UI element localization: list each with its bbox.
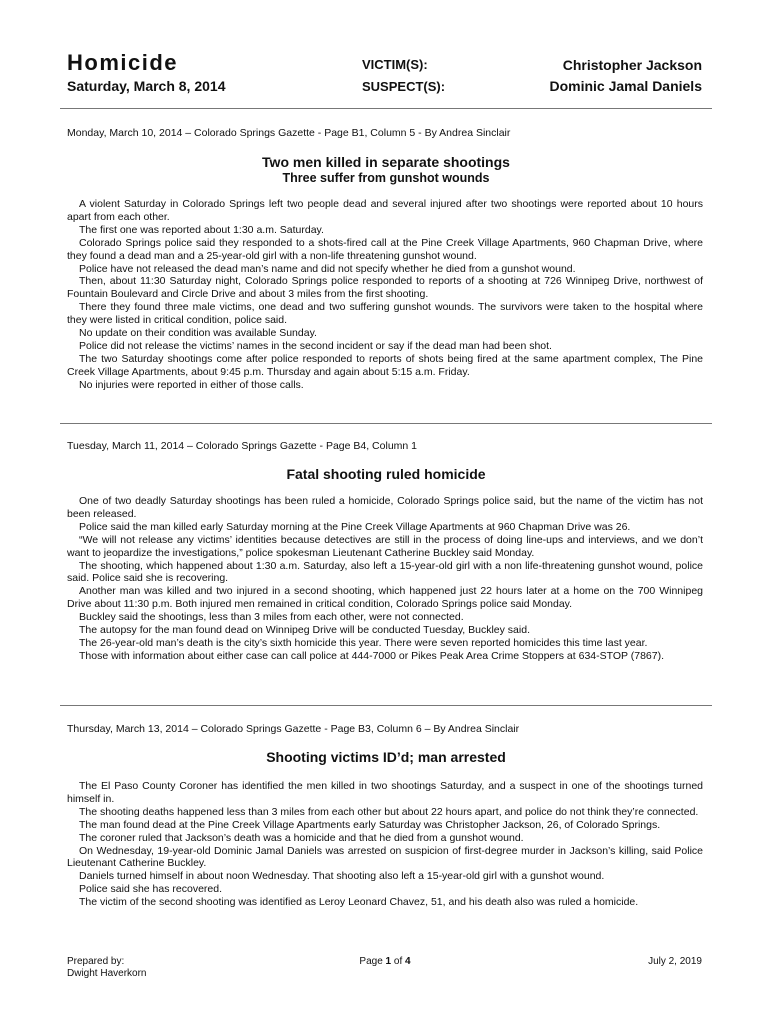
article-headline: Two men killed in separate shootings: [262, 154, 510, 170]
paragraph: Then, about 11:30 Saturday night, Colorado Springs police responded to reports of a shooting at 726 Winnipeg Drive, northwest of Fountain Boulevard and Circle Drive and about 3 miles from the first shooting.: [67, 275, 703, 301]
header-divider: [60, 108, 712, 109]
page-current: 1: [385, 956, 392, 967]
section-divider: [60, 705, 712, 706]
article-source: Tuesday, March 11, 2014 – Colorado Springs Gazette - Page B4, Column 1: [67, 440, 417, 452]
article-body: [67, 780, 703, 909]
paragraph: Colorado Springs police said they responded to a shots-fired call at the Pine Creek Village Apartments, 960 Chapman Drive, where they found a dead man and a 25-year-old girl with a non-life threatening gunshot wound.: [67, 236, 703, 262]
paragraph: The coroner ruled that Jackson’s death was a homicide and that he died from a gunshot wound.: [79, 831, 524, 844]
paragraph: Police said she has recovered.: [79, 883, 222, 896]
paragraph: The shooting deaths happened less than 3 miles from each other but about 22 hours apart, and police do not think they’re connected.: [79, 805, 699, 818]
paragraph: The man found dead at the Pine Creek Village Apartments early Saturday was Christopher Jackson, 26, of Colorado Springs.: [79, 818, 661, 831]
paragraph: The shooting, which happened about 1:30 a.m. Saturday, also left a 15-year-old girl with a non life-threatening gunshot wound, police said. Police said she is recovering.: [67, 559, 703, 585]
article-subhead: Three suffer from gunshot wounds: [282, 171, 490, 185]
of-word: of: [393, 956, 403, 967]
paragraph: Police said the man killed early Saturday morning at the Pine Creek Village Apartments at 960 Chapman Drive was 26.: [79, 520, 631, 533]
paragraph: One of two deadly Saturday shootings has been ruled a homicide, Colorado Springs police said, but the name of the victim has not been released.: [67, 495, 703, 520]
paragraph: The 26-year-old man’s death is the city’s sixth homicide this year. There were seven reported homicides this time last year.: [79, 636, 648, 649]
paragraph: The El Paso County Coroner has identified the men killed in two shootings Saturday, and a suspect in one of the shootings turned himself in.: [67, 780, 703, 805]
section-divider: [60, 423, 712, 424]
paragraph: The two Saturday shootings come after police responded to reports of shots being fired at the same apartment complex, The Pine Creek Village Apartments, about 9:45 p.m. Thursday and again about 5:15 a.m. Friday.: [67, 352, 703, 378]
suspect-name: Dominic Jamal Daniels: [549, 78, 702, 94]
paragraph: Police have not released the dead man’s name and did not specify whether he died from a gunshot wound.: [79, 262, 576, 275]
paragraph: Another man was killed and two injured in a second shooting, which happened just 22 hours later at a home on the 700 Winnipeg Drive about 11:30 p.m. Both injured men remained in critical condition, Colorado Springs police said Monday.: [67, 585, 703, 611]
paragraph: There they found three male victims, one dead and two suffering gunshot wounds. The survivors were taken to the hospital where they were listed in critical condition, police said.: [67, 301, 703, 327]
prepared-label: Prepared by:: [67, 956, 125, 967]
paragraph: The first one was reported about 1:30 a.m. Saturday.: [79, 223, 324, 236]
paragraph: The autopsy for the man found dead on Winnipeg Drive will be conducted Tuesday, Buckley said.: [79, 624, 530, 637]
article-source: Thursday, March 13, 2014 – Colorado Springs Gazette - Page B3, Column 6 – By Andrea Sinclair: [67, 723, 520, 735]
article-headline: Shooting victims ID’d; man arrested: [266, 749, 506, 765]
victim-label: VICTIM(S):: [362, 57, 428, 72]
article-source: Monday, March 10, 2014 – Colorado Springs Gazette - Page B1, Column 5 - By Andrea Sinclair: [67, 127, 511, 139]
victim-name: Christopher Jackson: [562, 57, 702, 73]
preparer-name: Dwight Haverkorn: [67, 968, 147, 979]
page-title: Homicide: [67, 50, 179, 75]
paragraph: Police did not release the victims’ names in the second incident or say if the dead man had been shot.: [79, 339, 552, 352]
paragraph: “We will not release any victims’ identities because detectives are still in the process of doing line-ups and interviews, and we don’t want to jeopardize the investigations,” police spokesman Lieutenant Catherine Buckley said Monday.: [67, 533, 703, 559]
paragraph: On Wednesday, 19-year-old Dominic Jamal Daniels was arrested on suspicion of first-degree murder in Jackson’s killing, said Police Lieutenant Catherine Buckley.: [67, 844, 703, 870]
suspect-label: SUSPECT(S):: [362, 79, 446, 94]
paragraph: Daniels turned himself in about noon Wednesday. That shooting also left a 15-year-old girl with a gunshot wound.: [79, 870, 605, 883]
paragraph: No update on their condition was available Sunday.: [79, 327, 317, 340]
article-body: [67, 495, 703, 663]
paragraph: Those with information about either case can call police at 444-7000 or Pikes Peak Area Crime Stoppers at 634-STOP (7867).: [79, 649, 665, 662]
page-word: Page: [359, 956, 383, 967]
article-body: [67, 198, 703, 392]
article-headline: Fatal shooting ruled homicide: [286, 466, 486, 482]
page-total: 4: [405, 956, 411, 967]
paragraph: Buckley said the shootings, less than 3 miles from each other, were not connected.: [79, 611, 464, 624]
paragraph: The victim of the second shooting was identified as Leroy Leonard Chavez, 51, and his death also was ruled a homicide.: [79, 896, 639, 909]
footer-date: July 2, 2019: [648, 956, 702, 967]
paragraph: A violent Saturday in Colorado Springs left two people dead and several injured after two shootings were reported about 10 hours apart from each other.: [67, 198, 703, 223]
paragraph: No injuries were reported in either of those calls.: [79, 378, 304, 391]
incident-date: Saturday, March 8, 2014: [67, 78, 226, 94]
